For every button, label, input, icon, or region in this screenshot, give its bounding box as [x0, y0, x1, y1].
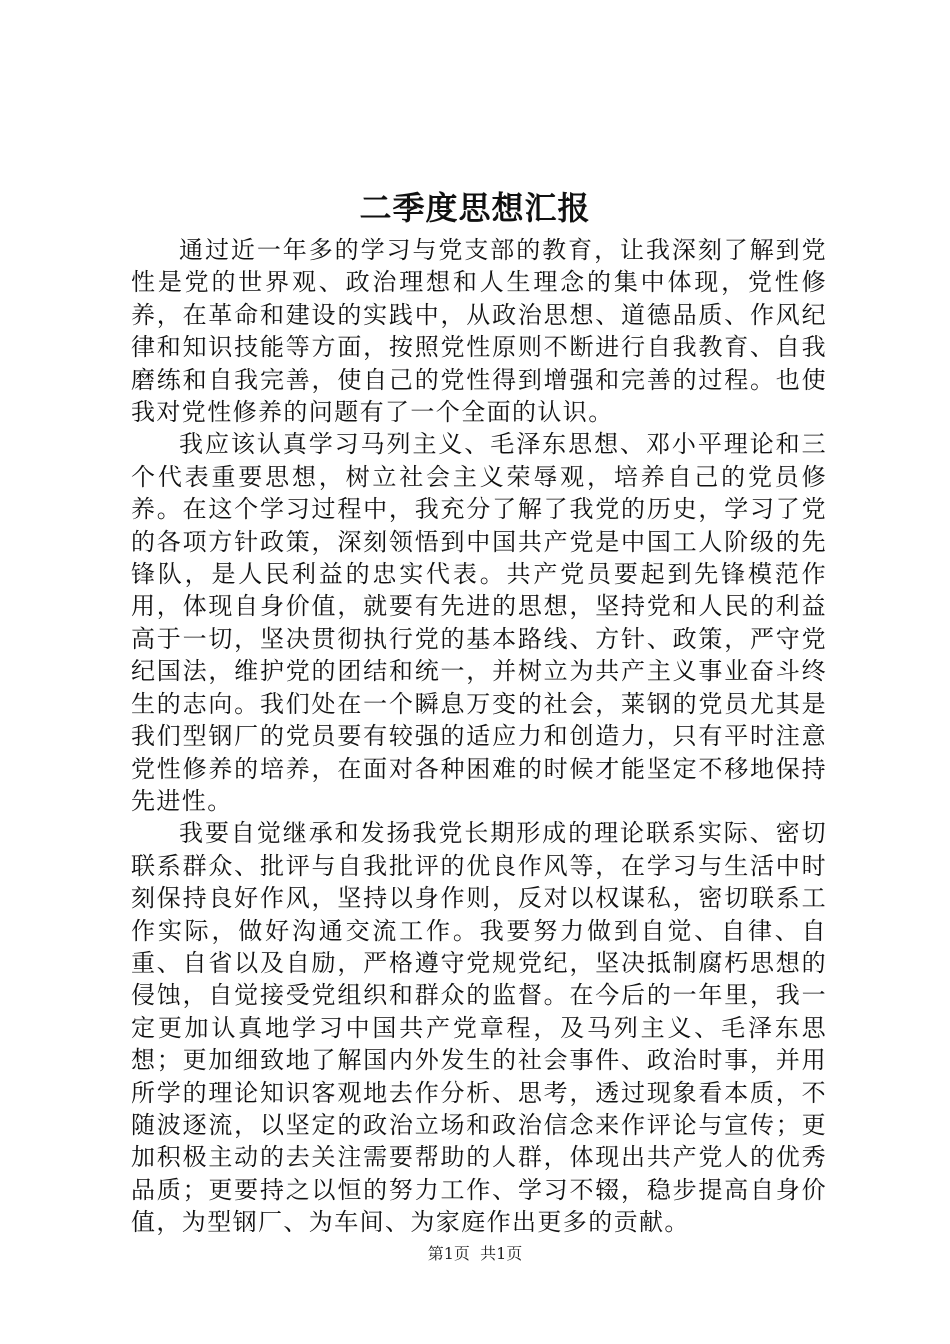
paragraph-2: 我应该认真学习马列主义、毛泽东思想、邓小平理论和三个代表重要思想，树立社会主义荣辱观，培养自己的党员修养。在这个学习过程中，我充分了解了我党的历史，学习了党的各项方针政策，深刻领悟到中国共产党是中国工人阶级的先锋队，是人民利益的忠实代表。共产党员要起到先锋模范作用，体现自身价值，就要有先进的思想，坚持党和人民的利益高于一切，坚决贯彻执行党的基本路线、方针、政策，严守党纪国法，维护党的团结和统一，并树立为共产主义事业奋斗终生的志向。我们处在一个瞬息万变的社会，莱钢的党员尤其是我们型钢厂的党员要有较强的适应力和创造力，只有平时注意党性修养的培养，在面对各种困难的时候才能坚定不移地保持先进性。	[131, 430, 827, 815]
document-body	[131, 234, 827, 1239]
document-title: 二季度思想汇报	[359, 189, 591, 227]
paragraph-1: 通过近一年多的学习与党支部的教育，让我深刻了解到党性是党的世界观、政治理想和人生理念的集中体现，党性修养，在革命和建设的实践中，从政治思想、道德品质、作风纪律和知识技能等方面，按照党性原则不断进行自我教育、自我磨练和自我完善，使自己的党性得到增强和完善的过程。也使我对党性修养的问题有了一个全面的认识。	[131, 236, 827, 427]
page-total: 共1页	[480, 1244, 523, 1263]
footer-separator	[470, 1244, 480, 1263]
paragraph-3: 我要自觉继承和发扬我党长期形成的理论联系实际、密切联系群众、批评与自我批评的优良作风等，在学习与生活中时刻保持良好作风，坚持以身作则，反对以权谋私，密切联系工作实际，做好沟通交流工作。我要努力做到自觉、自律、自重、自省以及自励，严格遵守党规党纪，坚决抵制腐朽思想的侵蚀，自觉接受党组织和群众的监督。在今后的一年里，我一定更加认真地学习中国共产党章程，及马列主义、毛泽东思想；更加细致地了解国内外发生的社会事件、政治时事，并用所学的理论知识客观地去作分析、思考，透过现象看本质，不随波逐流，以坚定的政治立场和政治信念来作评论与宣传；更加积极主动的去关注需要帮助的人群，体现出共产党人的优秀品质；更要持之以恒的努力工作、学习不辍，稳步提高自身价值，为型钢厂、为车间、为家庭作出更多的贡献。	[131, 819, 827, 1237]
page-number: 第1页	[427, 1244, 470, 1263]
page-footer	[0, 1243, 950, 1265]
